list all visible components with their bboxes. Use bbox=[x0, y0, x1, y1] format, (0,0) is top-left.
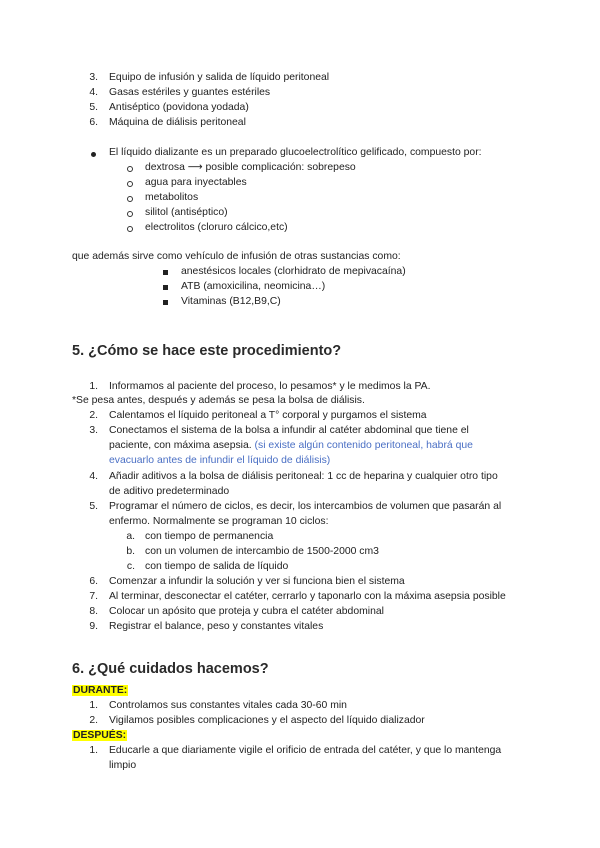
list-number: 4. bbox=[89, 87, 98, 98]
liquid-intro: El líquido dializante es un preparado glucoelectrolítico gelificado, compuesto por: bbox=[109, 147, 482, 158]
step-text: Registrar el balance, peso y constantes vitales bbox=[109, 621, 324, 632]
bullet-circle-icon bbox=[127, 226, 133, 232]
sub-list-letter: c. bbox=[126, 561, 135, 572]
substance-item: anestésicos locales (clorhidrato de mepivacaína) bbox=[181, 266, 406, 277]
component-item: electrolitos (cloruro cálcico,etc) bbox=[145, 222, 288, 233]
section-6-title: 6. ¿Qué cuidados hacemos? bbox=[72, 661, 269, 677]
substance-item: ATB (amoxicilina, neomicina…) bbox=[181, 281, 326, 292]
care-item: Vigilamos posibles complicaciones y el aspecto del líquido dializador bbox=[109, 715, 425, 726]
step-note-blue: evacuarlo antes de infundir el líquido de diálisis) bbox=[109, 455, 331, 466]
bullet-disc-icon bbox=[91, 152, 96, 157]
sub-list-item: con tiempo de permanencia bbox=[145, 531, 274, 542]
component-item: metabolitos bbox=[145, 192, 199, 203]
after-label bbox=[72, 729, 127, 743]
component-item: dextrosa ⟶ posible complicación: sobrepeso bbox=[145, 162, 356, 173]
care-item: Educarle a que diariamente vigile el orificio de entrada del catéter, y que lo mantenga bbox=[109, 745, 502, 756]
step-text: Programar el número de ciclos, es decir, los intercambios de volumen que pasarán al bbox=[109, 501, 502, 512]
list-number: 9. bbox=[89, 621, 98, 632]
step-text: Colocar un apósito que proteja y cubra el catéter abdominal bbox=[109, 606, 384, 617]
sub-list-item: con tiempo de salida de líquido bbox=[145, 561, 289, 572]
step-text-line bbox=[109, 439, 473, 453]
list-number: 1. bbox=[89, 381, 98, 392]
step-text: de aditivo predeterminado bbox=[109, 486, 230, 497]
vehicle-text: que además sirve como vehículo de infusión de otras sustancias como: bbox=[72, 251, 401, 262]
list-number: 5. bbox=[89, 102, 98, 113]
list-item: Máquina de diálisis peritoneal bbox=[109, 117, 246, 128]
component-item: silitol (antiséptico) bbox=[145, 207, 228, 218]
sub-list-item: con un volumen de intercambio de 1500-2000 cm3 bbox=[145, 546, 379, 557]
bullet-square-icon bbox=[163, 270, 168, 275]
step-text: Calentamos el líquido peritoneal a T° corporal y purgamos el sistema bbox=[109, 410, 427, 421]
list-number: 2. bbox=[89, 410, 98, 421]
step-text: Conectamos el sistema de la bolsa a infundir al catéter abdominal que tiene el bbox=[109, 425, 469, 436]
component-item: agua para inyectables bbox=[145, 177, 247, 188]
list-number: 4. bbox=[89, 471, 98, 482]
list-item: Equipo de infusión y salida de líquido peritoneal bbox=[109, 72, 330, 83]
care-item: limpio bbox=[109, 760, 137, 771]
list-number: 2. bbox=[89, 715, 98, 726]
care-item: Controlamos sus constantes vitales cada 30-60 min bbox=[109, 700, 347, 711]
bullet-square-icon bbox=[163, 285, 168, 290]
step-text: enfermo. Normalmente se programan 10 ciclos: bbox=[109, 516, 329, 527]
step-note-blue: (si existe algún contenido peritoneal, habrá que bbox=[251, 440, 473, 451]
sub-list-letter: b. bbox=[126, 546, 135, 557]
sub-list-letter: a. bbox=[126, 531, 135, 542]
weight-note: *Se pesa antes, después y además se pesa la bolsa de diálisis. bbox=[72, 395, 365, 406]
list-number: 3. bbox=[89, 425, 98, 436]
list-number: 6. bbox=[89, 117, 98, 128]
during-highlight: DURANTE: bbox=[73, 685, 128, 696]
bullet-circle-icon bbox=[127, 211, 133, 217]
step-text: Añadir aditivos a la bolsa de diálisis peritoneal: 1 cc de heparina y cualquier otro tipo bbox=[109, 471, 498, 482]
list-item: Antiséptico (povidona yodada) bbox=[109, 102, 249, 113]
list-number: 1. bbox=[89, 745, 98, 756]
substance-item: Vitaminas (B12,B9,C) bbox=[181, 296, 281, 307]
list-number: 3. bbox=[89, 72, 98, 83]
bullet-circle-icon bbox=[127, 181, 133, 187]
step-text: Al terminar, desconectar el catéter, cerrarlo y taponarlo con la máxima asepsia posible bbox=[109, 591, 506, 602]
step-text: Comenzar a infundir la solución y ver si funciona bien el sistema bbox=[109, 576, 405, 587]
list-number: 5. bbox=[89, 501, 98, 512]
list-number: 8. bbox=[89, 606, 98, 617]
list-number: 6. bbox=[89, 576, 98, 587]
after-highlight: DESPUÉS: bbox=[73, 730, 127, 741]
list-number: 1. bbox=[89, 700, 98, 711]
during-label bbox=[72, 684, 128, 698]
step-text-black: paciente, con máxima asepsia. bbox=[109, 440, 252, 451]
step-text: Informamos al paciente del proceso, lo pesamos* y le medimos la PA. bbox=[109, 381, 431, 392]
bullet-square-icon bbox=[163, 300, 168, 305]
list-number: 7. bbox=[89, 591, 98, 602]
list-item: Gasas estériles y guantes estériles bbox=[109, 87, 271, 98]
bullet-circle-icon bbox=[127, 196, 133, 202]
bullet-circle-icon bbox=[127, 166, 133, 172]
section-5-title: 5. ¿Cómo se hace este procedimiento? bbox=[72, 343, 342, 359]
